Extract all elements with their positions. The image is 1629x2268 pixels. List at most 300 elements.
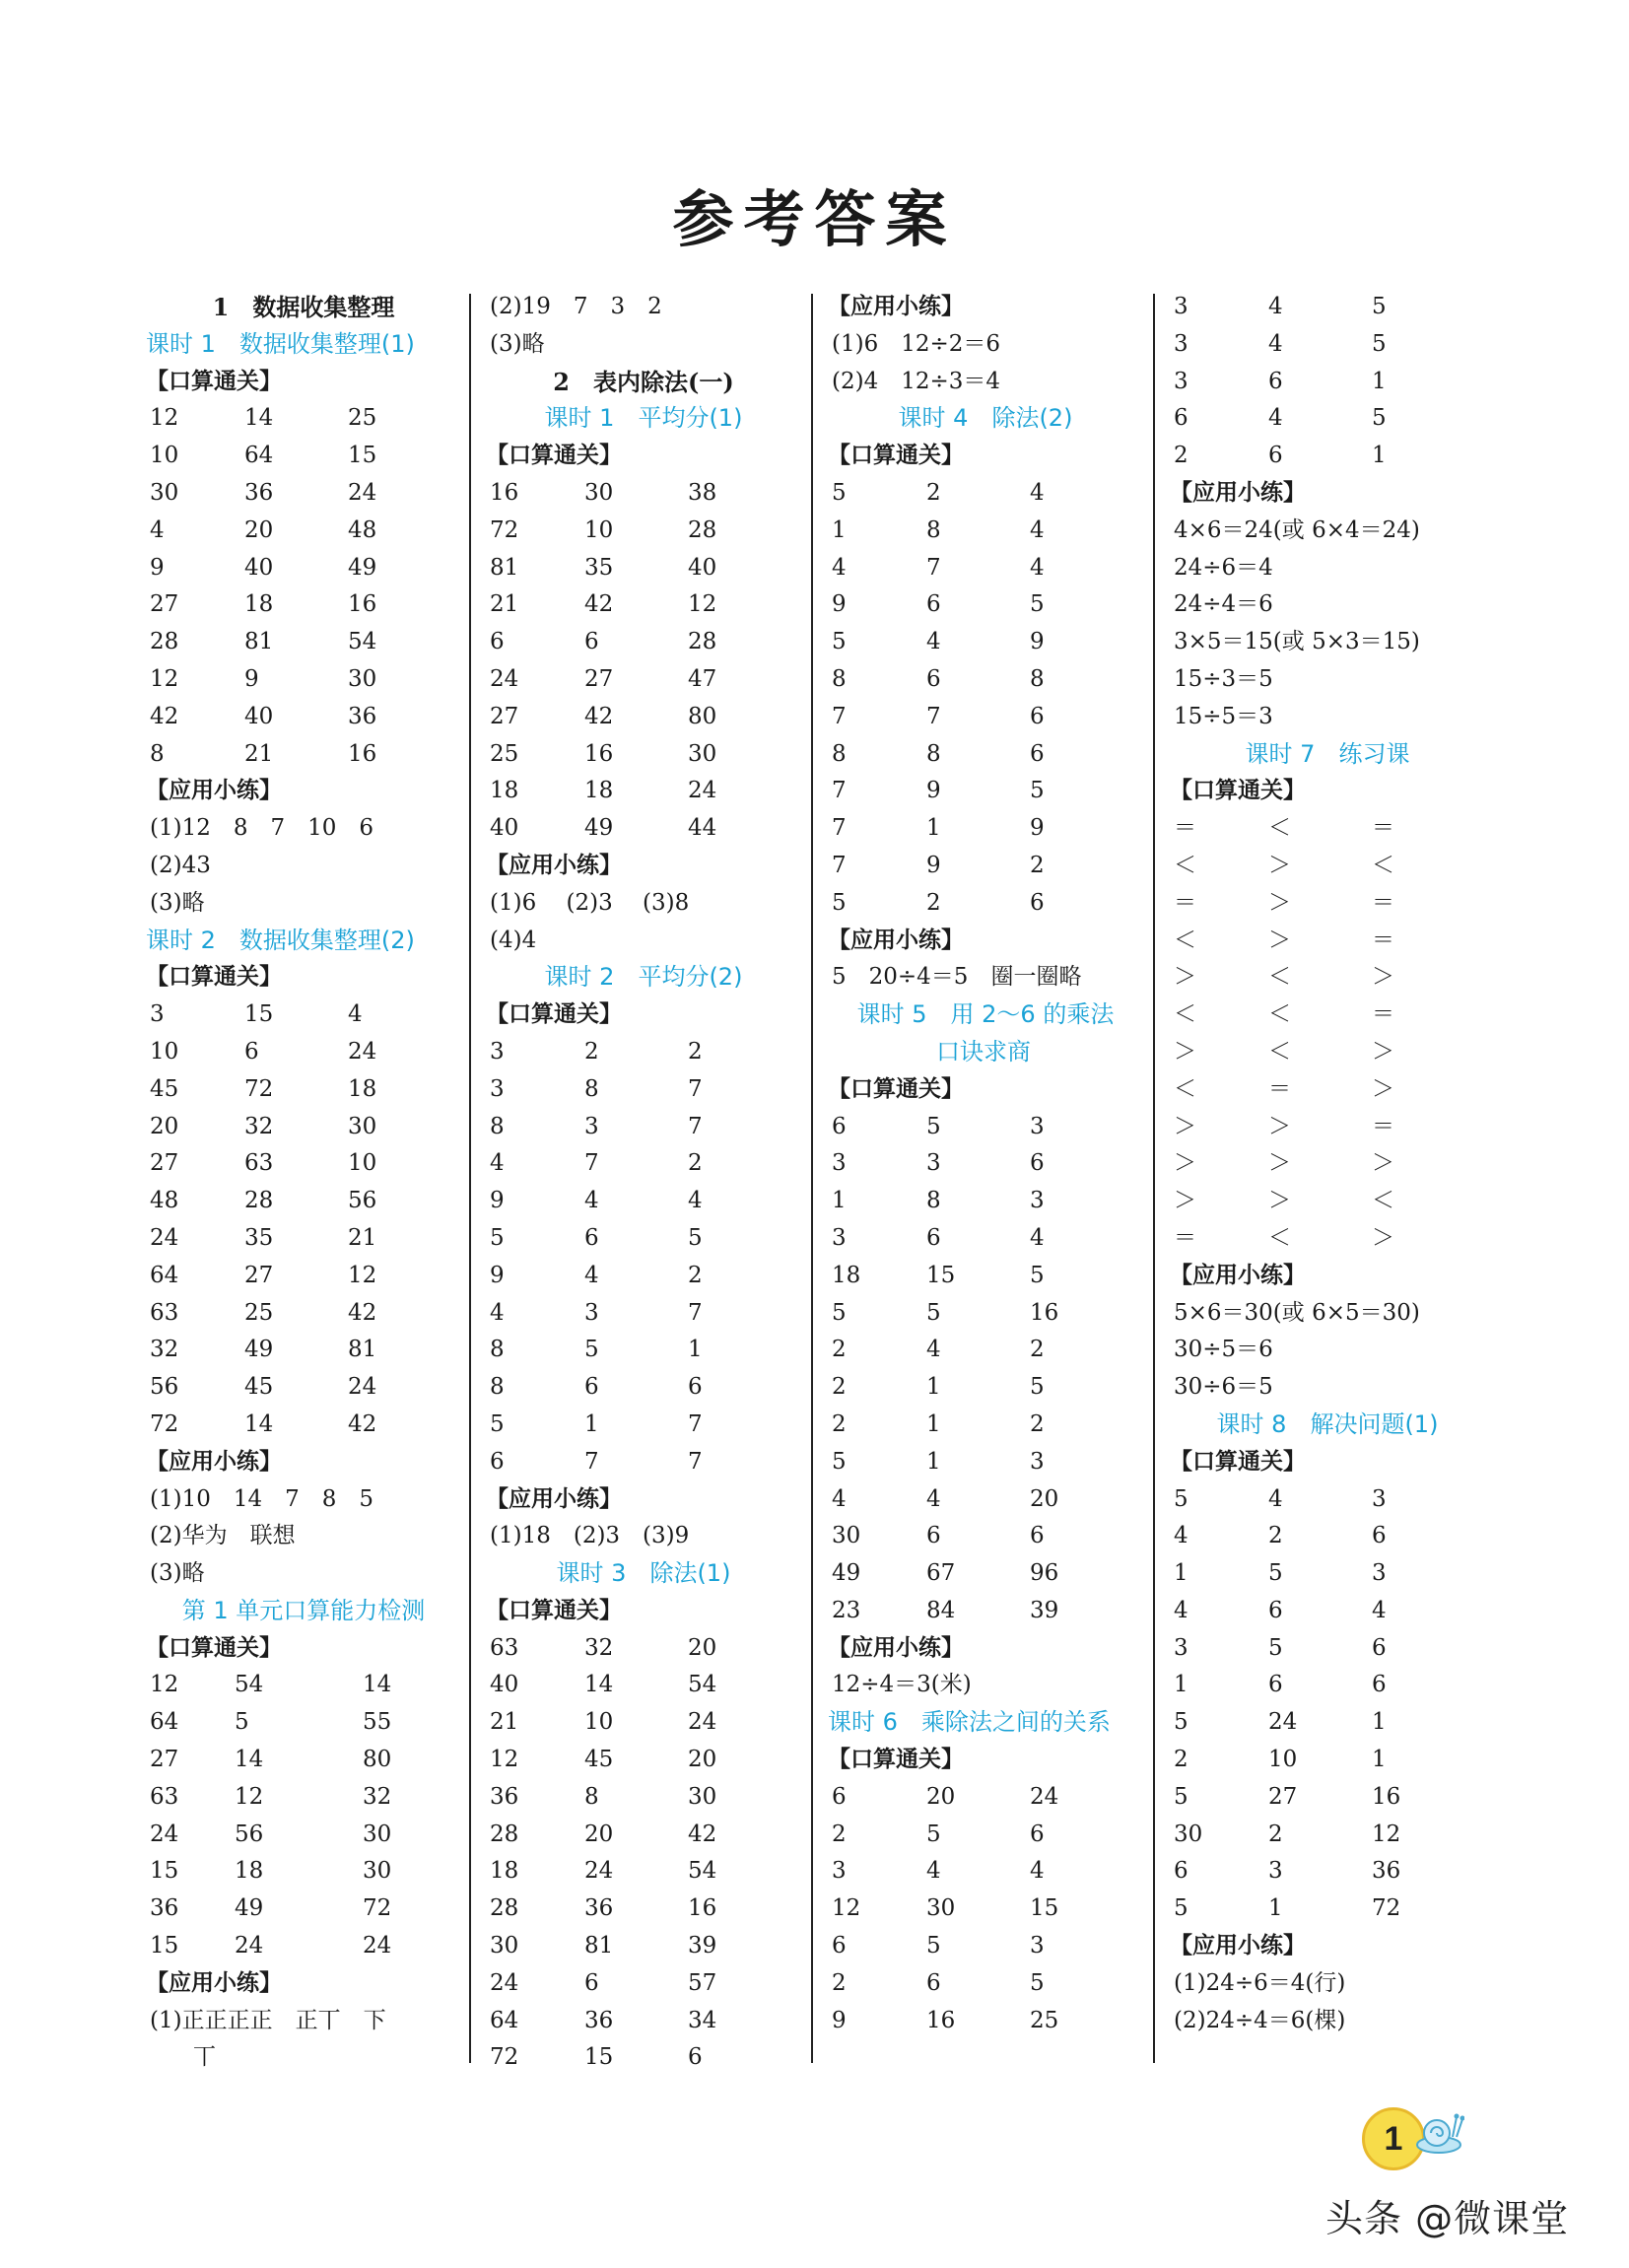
- answer-row: [146, 1145, 461, 1183]
- answer-value: 3: [1030, 1448, 1045, 1475]
- answer-row: [828, 513, 1143, 550]
- section-label: 【应用小练】: [828, 927, 964, 953]
- answer-value: 6: [832, 1783, 847, 1810]
- answer-value: 40: [490, 815, 519, 842]
- answer-row: [146, 624, 461, 661]
- answer-value: 7: [832, 778, 847, 804]
- answer-value: 4: [348, 1001, 363, 1028]
- answer-row: [828, 2003, 1143, 2040]
- answer-value: 47: [688, 665, 717, 692]
- column-divider: [811, 294, 813, 2063]
- answer-row: [146, 1258, 461, 1295]
- answer-value: 18: [832, 1262, 861, 1288]
- answer-value: 8: [926, 516, 941, 543]
- answer-value: 2: [832, 1821, 847, 1847]
- answer-text: 30÷5＝6: [1174, 1337, 1273, 1363]
- answer-value: 4: [1372, 1597, 1387, 1623]
- answer-row: [146, 1220, 461, 1258]
- answer-value: ＞: [1268, 1188, 1291, 1214]
- answer-value: 7: [688, 1448, 703, 1475]
- answer-row: [828, 661, 1143, 699]
- answer-value: 1: [1372, 1709, 1387, 1736]
- column-divider: [469, 294, 471, 2063]
- answer-value: 14: [363, 1672, 392, 1698]
- answer-row: [146, 1667, 461, 1704]
- section-label: 【应用小练】: [1170, 1933, 1306, 1959]
- answer-value: 36: [490, 1783, 519, 1810]
- answer-value: 14: [244, 405, 274, 432]
- answer-row: [1170, 326, 1485, 364]
- answer-value: 30: [490, 1933, 519, 1959]
- answer-value: 81: [244, 629, 274, 655]
- answer-value: ＜: [1268, 964, 1291, 991]
- lesson-heading: 课时 8 解决问题(1): [1216, 1409, 1439, 1438]
- answer-value: 2: [1268, 1821, 1283, 1847]
- answer-value: 14: [584, 1672, 614, 1698]
- answer-value: 15: [348, 443, 377, 469]
- lesson-heading: 课时 1 平均分(1): [544, 404, 743, 433]
- answer-text: (2)24÷4＝6(棵): [1174, 2007, 1346, 2033]
- lesson-heading: 课时 7 练习课: [1245, 739, 1410, 768]
- answer-value: 16: [584, 740, 614, 767]
- answer-value: 7: [688, 1410, 703, 1437]
- answer-value: 10: [348, 1150, 377, 1177]
- lesson-heading: 第 1 单元口算能力检测: [181, 1596, 426, 1624]
- answer-row: [1170, 1817, 1485, 1854]
- answer-value: 30: [348, 665, 377, 692]
- answer-value: 7: [832, 852, 847, 878]
- section-label: 【口算通关】: [486, 1001, 622, 1028]
- answer-row: [486, 1853, 801, 1890]
- answer-value: 27: [150, 1747, 179, 1773]
- answer-value: 25: [490, 740, 519, 767]
- answer-value: 9: [490, 1262, 505, 1288]
- answer-value: 6: [490, 1448, 505, 1475]
- answer-value: 6: [1372, 1523, 1387, 1549]
- answer-value: 5: [1030, 778, 1045, 804]
- answer-value: 48: [348, 516, 377, 543]
- answer-column-3: [828, 289, 1143, 2039]
- answer-value: 35: [244, 1224, 274, 1251]
- answer-value: 24: [688, 778, 717, 804]
- answer-row: [486, 2039, 801, 2077]
- answer-value: 2: [832, 1337, 847, 1363]
- answer-row: [146, 1369, 461, 1407]
- answer-value: 49: [584, 815, 614, 842]
- answer-value: 56: [235, 1821, 264, 1847]
- answer-value: ＞: [1174, 1188, 1196, 1214]
- answer-value: 3: [1372, 1560, 1387, 1587]
- answer-row: [1170, 1667, 1485, 1704]
- answer-row: [828, 586, 1143, 624]
- answer-value: 49: [244, 1337, 274, 1363]
- answer-value: 35: [584, 554, 614, 581]
- answer-value: 2: [688, 1262, 703, 1288]
- answer-value: 1: [1372, 443, 1387, 469]
- answer-value: 28: [490, 1895, 519, 1922]
- answer-value: 24: [1030, 1783, 1059, 1810]
- answer-value: 18: [235, 1858, 264, 1885]
- answer-value: 6: [584, 1224, 599, 1251]
- answer-value: 9: [832, 591, 847, 618]
- answer-row: [486, 513, 801, 550]
- answer-value: 63: [150, 1299, 179, 1326]
- answer-value: 14: [244, 1410, 274, 1437]
- answer-value: 4: [926, 1858, 941, 1885]
- answer-value: 3: [584, 1299, 599, 1326]
- section-label: 【口算通关】: [1170, 1448, 1306, 1475]
- answer-value: 18: [490, 1858, 519, 1885]
- answer-text: 15÷5＝3: [1174, 703, 1273, 729]
- answer-text: 4×6＝24(或 6×4＝24): [1174, 516, 1420, 543]
- answer-text: (2)43: [150, 852, 211, 878]
- answer-value: ＜: [1174, 852, 1196, 878]
- answer-value: 6: [688, 1374, 703, 1401]
- answer-text: (3)略: [490, 330, 545, 357]
- answer-value: 24: [363, 1933, 392, 1959]
- answer-value: 12: [348, 1262, 377, 1288]
- answer-value: 3: [1268, 1858, 1283, 1885]
- answer-value: 1: [926, 815, 941, 842]
- answer-value: 7: [688, 1075, 703, 1102]
- answer-value: 30: [348, 1113, 377, 1139]
- answer-value: 2: [584, 1038, 599, 1065]
- answer-row: [146, 475, 461, 513]
- answer-value: 3: [150, 1001, 165, 1028]
- answer-value: 1: [1268, 1895, 1283, 1922]
- answer-value: 18: [490, 778, 519, 804]
- answer-value: 8: [1030, 665, 1045, 692]
- answer-row: [828, 885, 1143, 923]
- answer-row: [486, 1742, 801, 1779]
- answer-row: [486, 1667, 801, 1704]
- answer-value: 5: [490, 1224, 505, 1251]
- answer-row: [828, 1593, 1143, 1630]
- answer-row: [1170, 848, 1485, 885]
- answer-value: 24: [688, 1709, 717, 1736]
- answer-value: 12: [235, 1783, 264, 1810]
- answer-value: 49: [235, 1895, 264, 1922]
- answer-value: 5: [688, 1224, 703, 1251]
- answer-value: 8: [832, 740, 847, 767]
- answer-row: [828, 848, 1143, 885]
- unit-heading: 1 数据收集整理: [212, 293, 395, 321]
- answer-value: 7: [688, 1299, 703, 1326]
- answer-value: 1: [926, 1374, 941, 1401]
- answer-value: 64: [150, 1262, 179, 1288]
- answer-value: 5: [926, 1933, 941, 1959]
- answer-value: ＜: [1268, 1038, 1291, 1065]
- answer-text: (2)4 12÷3＝4: [832, 368, 1001, 394]
- answer-value: 30: [1174, 1821, 1203, 1847]
- answer-value: 24: [584, 1858, 614, 1885]
- answer-value: 6: [1268, 1597, 1283, 1623]
- answer-value: 2: [688, 1150, 703, 1177]
- answer-value: 2: [1030, 1337, 1045, 1363]
- answer-value: 2: [688, 1038, 703, 1065]
- answer-value: 6: [926, 1523, 941, 1549]
- answer-row: [486, 1109, 801, 1146]
- answer-value: 7: [688, 1113, 703, 1139]
- answer-row: [828, 699, 1143, 736]
- answer-row: [1170, 1555, 1485, 1593]
- answer-row: [1170, 997, 1485, 1034]
- answer-value: 4: [490, 1150, 505, 1177]
- answer-value: 54: [688, 1858, 717, 1885]
- answer-value: 30: [832, 1523, 861, 1549]
- answer-row: [828, 1444, 1143, 1481]
- answer-value: 8: [490, 1113, 505, 1139]
- answer-value: 4: [1268, 405, 1283, 432]
- answer-value: 6: [490, 629, 505, 655]
- section-label: 【口算通关】: [828, 1747, 964, 1773]
- answer-row: [1170, 364, 1485, 401]
- answer-column-4: [1170, 289, 1485, 2039]
- answer-value: 39: [1030, 1597, 1059, 1623]
- answer-value: 36: [244, 479, 274, 506]
- answer-value: 10: [584, 1709, 614, 1736]
- answer-row: [828, 1817, 1143, 1854]
- answer-value: ＞: [1174, 1038, 1196, 1065]
- lesson-heading: 课时 1 数据收集整理(1): [146, 329, 415, 358]
- answer-row: [486, 2003, 801, 2040]
- answer-value: 80: [363, 1747, 392, 1773]
- answer-value: 84: [926, 1597, 956, 1623]
- section-label: 【应用小练】: [828, 294, 964, 319]
- answer-row: [828, 1890, 1143, 1928]
- answer-value: 6: [584, 1969, 599, 1996]
- section-label: 【应用小练】: [1170, 1262, 1306, 1288]
- answer-value: 55: [363, 1709, 392, 1736]
- answer-value: 6: [1030, 889, 1045, 916]
- answer-value: 5: [1030, 1262, 1045, 1288]
- answer-value: 40: [244, 554, 274, 581]
- answer-value: 63: [490, 1634, 519, 1661]
- answer-value: 9: [832, 2007, 847, 2033]
- answer-row: [828, 1928, 1143, 1965]
- answer-row: [146, 1183, 461, 1220]
- answer-value: 10: [584, 516, 614, 543]
- answer-value: 12: [832, 1895, 861, 1922]
- answer-row: [828, 773, 1143, 810]
- section-label: 【口算通关】: [146, 1634, 282, 1661]
- answer-row: [486, 1332, 801, 1369]
- answer-value: 2: [1030, 852, 1045, 878]
- answer-value: 27: [584, 665, 614, 692]
- answer-value: 30: [688, 740, 717, 767]
- answer-row: [146, 400, 461, 438]
- answer-value: ＝: [1372, 1001, 1394, 1028]
- answer-value: 24: [348, 479, 377, 506]
- answer-row: [828, 624, 1143, 661]
- lesson-heading: 课时 3 除法(1): [556, 1559, 731, 1588]
- answer-value: 10: [1268, 1747, 1298, 1773]
- answer-value: 5: [1268, 1634, 1283, 1661]
- answer-text: (4)4: [490, 927, 537, 953]
- answer-value: ＝: [1372, 1113, 1394, 1139]
- answer-value: 15: [584, 2044, 614, 2071]
- answer-row: [486, 586, 801, 624]
- answer-row: [146, 1071, 461, 1109]
- answer-row: [828, 1518, 1143, 1555]
- answer-value: 15: [926, 1262, 956, 1288]
- answer-value: 12: [150, 1672, 179, 1698]
- answer-value: 2: [926, 889, 941, 916]
- answer-value: 1: [688, 1337, 703, 1363]
- answer-value: 2: [926, 479, 941, 506]
- answer-row: [828, 1555, 1143, 1593]
- answer-value: 28: [490, 1821, 519, 1847]
- section-label: 【口算通关】: [146, 964, 282, 991]
- answer-value: 5: [1174, 1895, 1188, 1922]
- answer-value: 72: [150, 1410, 179, 1437]
- answer-value: 42: [348, 1299, 377, 1326]
- answer-column-2: [486, 289, 801, 2077]
- answer-value: 5: [1030, 1374, 1045, 1401]
- answer-value: 80: [688, 703, 717, 729]
- answer-value: 9: [926, 852, 941, 878]
- answer-value: 2: [832, 1374, 847, 1401]
- answer-value: 1: [584, 1410, 599, 1437]
- answer-value: 25: [1030, 2007, 1059, 2033]
- answer-value: 48: [150, 1188, 179, 1214]
- answer-value: 36: [1372, 1858, 1401, 1885]
- answer-row: [486, 1258, 801, 1295]
- lesson-heading: 口诀求商: [936, 1037, 1031, 1065]
- answer-value: 27: [150, 1150, 179, 1177]
- answer-value: 39: [688, 1933, 717, 1959]
- answer-value: 8: [832, 665, 847, 692]
- answer-value: 5: [832, 479, 847, 506]
- answer-value: 45: [150, 1075, 179, 1102]
- answer-value: 81: [348, 1337, 377, 1363]
- answer-value: 32: [244, 1113, 274, 1139]
- answer-value: 81: [490, 554, 519, 581]
- answer-value: ＜: [1268, 1001, 1291, 1028]
- answer-value: 96: [1030, 1560, 1059, 1587]
- answer-value: 5: [926, 1821, 941, 1847]
- answer-value: 5: [832, 1448, 847, 1475]
- section-label: 【口算通关】: [146, 368, 282, 394]
- answer-value: 44: [688, 815, 717, 842]
- answer-value: 15: [244, 1001, 274, 1028]
- answer-row: [486, 699, 801, 736]
- answer-value: 6: [926, 1969, 941, 1996]
- answer-row: [486, 1444, 801, 1481]
- answer-value: 63: [150, 1783, 179, 1810]
- answer-row: [146, 1890, 461, 1928]
- answer-value: 9: [244, 665, 259, 692]
- answer-row: [486, 1704, 801, 1742]
- answer-value: 30: [584, 479, 614, 506]
- answer-value: 2: [832, 1969, 847, 1996]
- answer-row: [486, 1183, 801, 1220]
- answer-row: [1170, 1853, 1485, 1890]
- answer-value: 40: [490, 1672, 519, 1698]
- answer-value: 21: [244, 740, 274, 767]
- answer-value: 32: [150, 1337, 179, 1363]
- answer-value: 10: [150, 443, 179, 469]
- answer-value: 5: [584, 1337, 599, 1363]
- answer-row: [1170, 1890, 1485, 1928]
- answer-value: ＝: [1174, 815, 1196, 842]
- answer-value: 4: [926, 1485, 941, 1512]
- answer-value: 16: [490, 479, 519, 506]
- answer-value: ＞: [1372, 1150, 1394, 1177]
- answer-value: 67: [926, 1560, 956, 1587]
- answer-value: 7: [832, 703, 847, 729]
- answer-value: 5: [1030, 591, 1045, 618]
- lesson-heading: 课时 4 除法(2): [898, 404, 1073, 433]
- answer-value: 18: [348, 1075, 377, 1102]
- answer-value: 57: [688, 1969, 717, 1996]
- answer-row: [828, 1407, 1143, 1444]
- answer-value: ＞: [1268, 927, 1291, 953]
- answer-row: [1170, 923, 1485, 960]
- answer-value: 16: [1030, 1299, 1059, 1326]
- answer-value: 4: [688, 1188, 703, 1214]
- answer-value: 3: [926, 1150, 941, 1177]
- answer-value: 16: [926, 2007, 956, 2033]
- answer-value: 72: [363, 1895, 392, 1922]
- answer-value: 4: [1174, 1597, 1188, 1623]
- answer-text: (1)6 12÷2＝6: [832, 330, 1001, 357]
- answer-value: 24: [235, 1933, 264, 1959]
- answer-value: 15: [1030, 1895, 1059, 1922]
- answer-value: 2: [1030, 1410, 1045, 1437]
- answer-value: 27: [1268, 1783, 1298, 1810]
- answer-row: [486, 1779, 801, 1817]
- answer-value: 3: [832, 1150, 847, 1177]
- answer-value: 20: [688, 1747, 717, 1773]
- answer-value: 16: [348, 591, 377, 618]
- answer-row: [146, 1742, 461, 1779]
- answer-value: 25: [244, 1299, 274, 1326]
- answer-text: 5×6＝30(或 6×5＝30): [1174, 1299, 1420, 1326]
- answer-value: 24: [348, 1038, 377, 1065]
- answer-text: (3)略: [150, 1560, 205, 1587]
- answer-value: 5: [1372, 405, 1387, 432]
- answer-value: 15: [150, 1858, 179, 1885]
- answer-value: 25: [348, 405, 377, 432]
- answer-text: 5 20÷4＝5 圈一圈略: [832, 964, 1082, 991]
- answer-value: 3: [1030, 1113, 1045, 1139]
- answer-value: 4: [584, 1262, 599, 1288]
- answer-row: [486, 661, 801, 699]
- answer-value: 54: [348, 629, 377, 655]
- answer-text: (2)19 7 3 2: [490, 294, 662, 319]
- answer-text: 丅: [193, 2044, 216, 2071]
- answer-value: 9: [490, 1188, 505, 1214]
- answer-value: 72: [1372, 1895, 1401, 1922]
- answer-row: [828, 1369, 1143, 1407]
- answer-row: [146, 736, 461, 774]
- lesson-heading: 课时 2 平均分(2): [544, 963, 743, 992]
- answer-value: 6: [926, 665, 941, 692]
- answer-value: 5: [235, 1709, 249, 1736]
- answer-value: 3: [1174, 368, 1188, 394]
- answer-value: 5: [926, 1299, 941, 1326]
- answer-value: 28: [688, 516, 717, 543]
- answer-value: ＞: [1372, 1038, 1394, 1065]
- answer-row: [828, 1295, 1143, 1333]
- answer-value: ＝: [1174, 889, 1196, 916]
- answer-row: [1170, 1183, 1485, 1220]
- answer-value: 6: [1030, 703, 1045, 729]
- answer-row: [1170, 1704, 1485, 1742]
- answer-value: 21: [490, 591, 519, 618]
- answer-value: 8: [926, 1188, 941, 1214]
